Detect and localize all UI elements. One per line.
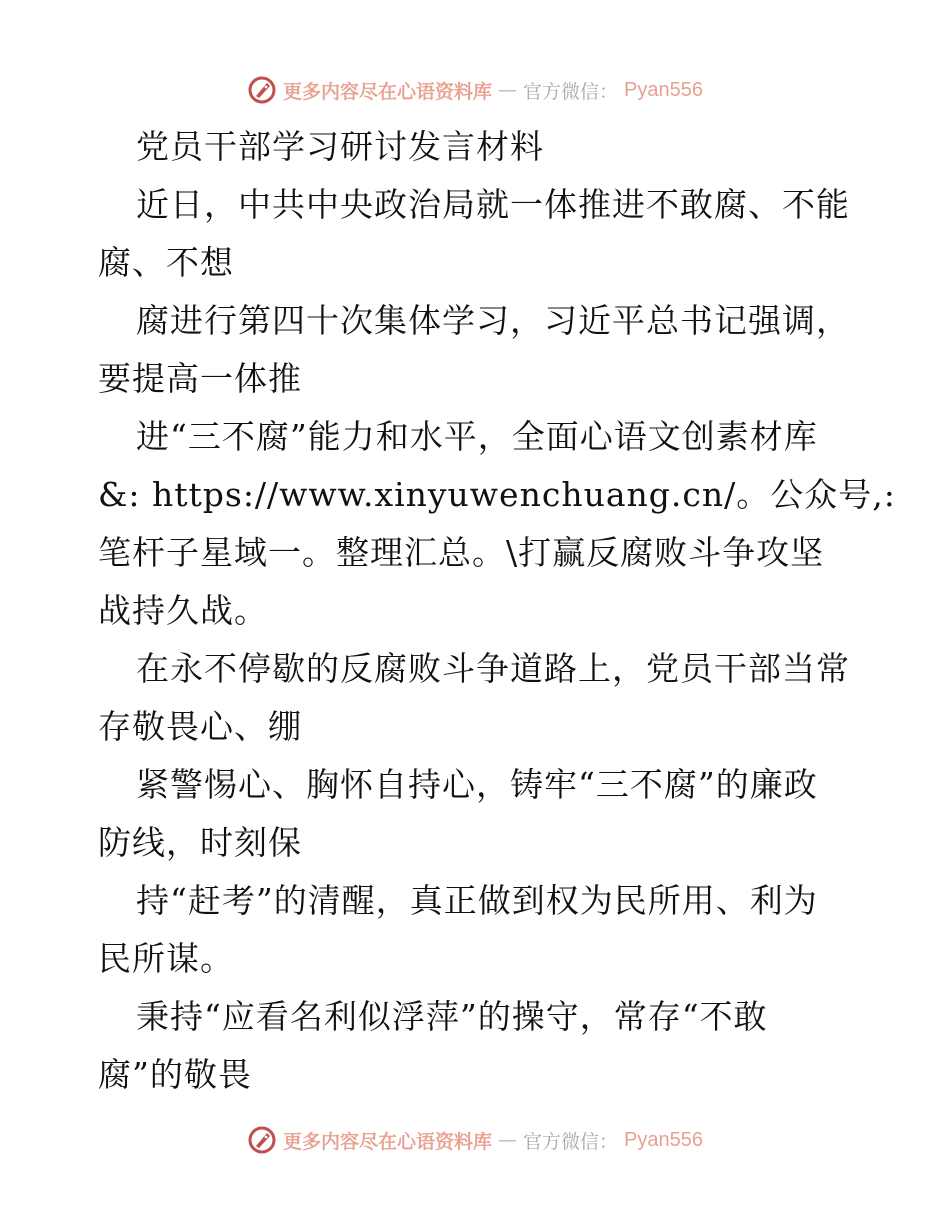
header-banner bbox=[0, 72, 950, 108]
footer-dash: — bbox=[498, 1129, 518, 1151]
pen-nib-logo-icon bbox=[247, 1125, 277, 1155]
footer-brand-text: 更多内容尽在心语资料库 bbox=[283, 1130, 493, 1153]
paragraph-line: 进“三不腐”能力和水平，全面心语文创素材库 bbox=[136, 417, 818, 456]
paragraph-line: &: https://www.xinyuwenchuang.cn/。公众号,: bbox=[98, 475, 896, 514]
header-brand-text: 更多内容尽在心语资料库 bbox=[283, 80, 493, 103]
footer-official-label: 官方微信： bbox=[523, 1130, 619, 1153]
header-official-label: 官方微信： bbox=[523, 80, 619, 103]
paragraph-line: 民所谋。 bbox=[98, 939, 234, 978]
paragraph-line: 笔杆子星域一。整理汇总。\打赢反腐败斗争攻坚 bbox=[98, 533, 825, 572]
paragraph-line: 腐进行第四十次集体学习，习近平总书记强调， bbox=[136, 301, 850, 340]
paragraph-line: 存敬畏心、绷 bbox=[98, 707, 302, 746]
pen-nib-logo-icon bbox=[247, 75, 277, 105]
paragraph-line: 秉持“应看名利似浮萍”的操守，常存“不敢 bbox=[136, 997, 768, 1036]
paragraph-line: 要提高一体推 bbox=[98, 359, 302, 398]
paragraph-line: 近日，中共中央政治局就一体推进不敢腐、不能 bbox=[136, 185, 850, 224]
paragraph-line: 战持久战。 bbox=[98, 591, 268, 630]
paragraph-line: 防线，时刻保 bbox=[98, 823, 302, 862]
footer-banner bbox=[0, 1122, 950, 1158]
paragraph-line: 持“赶考”的清醒，真正做到权为民所用、利为 bbox=[136, 881, 818, 920]
footer-wechat-handle: Pyan556 bbox=[624, 1128, 703, 1151]
document-title: 党员干部学习研讨发言材料 bbox=[136, 127, 544, 166]
paragraph-line: 在永不停歇的反腐败斗争道路上，党员干部当常 bbox=[136, 649, 850, 688]
paragraph-line: 腐、不想 bbox=[98, 243, 234, 282]
header-dash: — bbox=[498, 79, 518, 101]
paragraph-line: 腐”的敬畏 bbox=[98, 1055, 252, 1094]
header-wechat-handle: Pyan556 bbox=[624, 78, 703, 101]
document-body bbox=[98, 118, 896, 1104]
paragraph-line: 紧警惕心、胸怀自持心，铸牢“三不腐”的廉政 bbox=[136, 765, 818, 804]
